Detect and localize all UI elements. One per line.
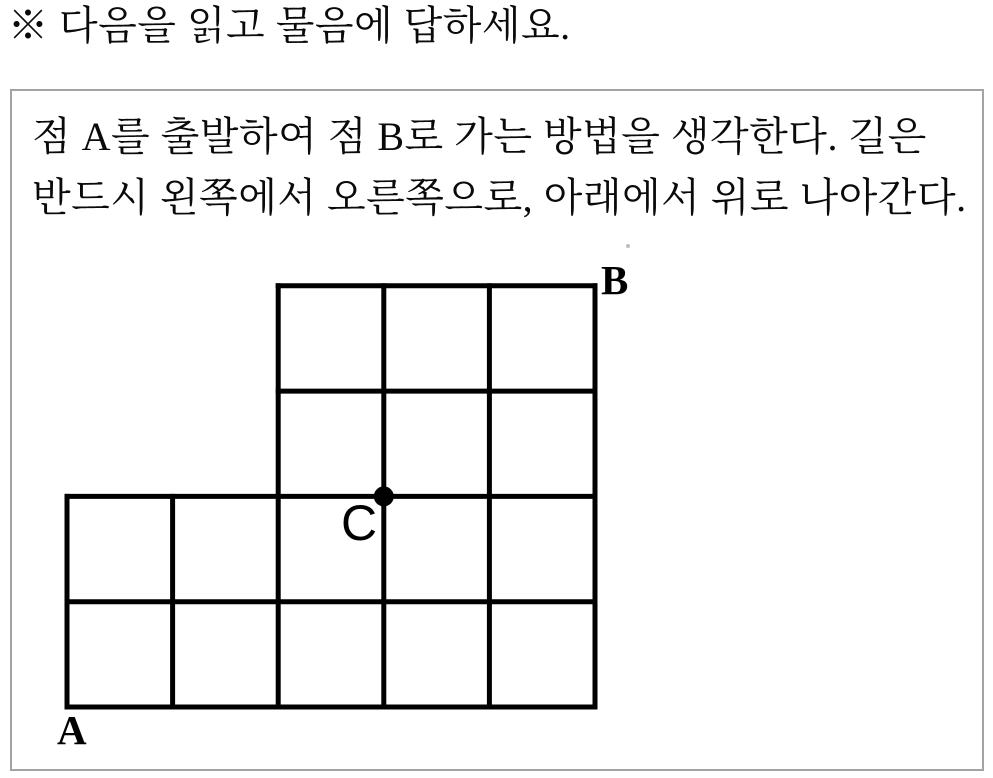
label-point-a: A bbox=[57, 707, 87, 753]
scan-artifact-dot bbox=[626, 244, 630, 248]
label-point-b: B bbox=[601, 257, 629, 303]
problem-text-line2: 반드시 왼쪽에서 오른쪽으로, 아래에서 위로 나아간다. bbox=[32, 175, 967, 220]
lattice-grid-lines bbox=[67, 286, 595, 707]
label-point-c: C bbox=[341, 495, 378, 551]
instruction-heading: ※ 다음을 읽고 물음에 답하세요. bbox=[8, 3, 571, 48]
problem-text-line1: 점 A를 출발하여 점 B로 가는 방법을 생각한다. 길은 bbox=[32, 114, 927, 159]
